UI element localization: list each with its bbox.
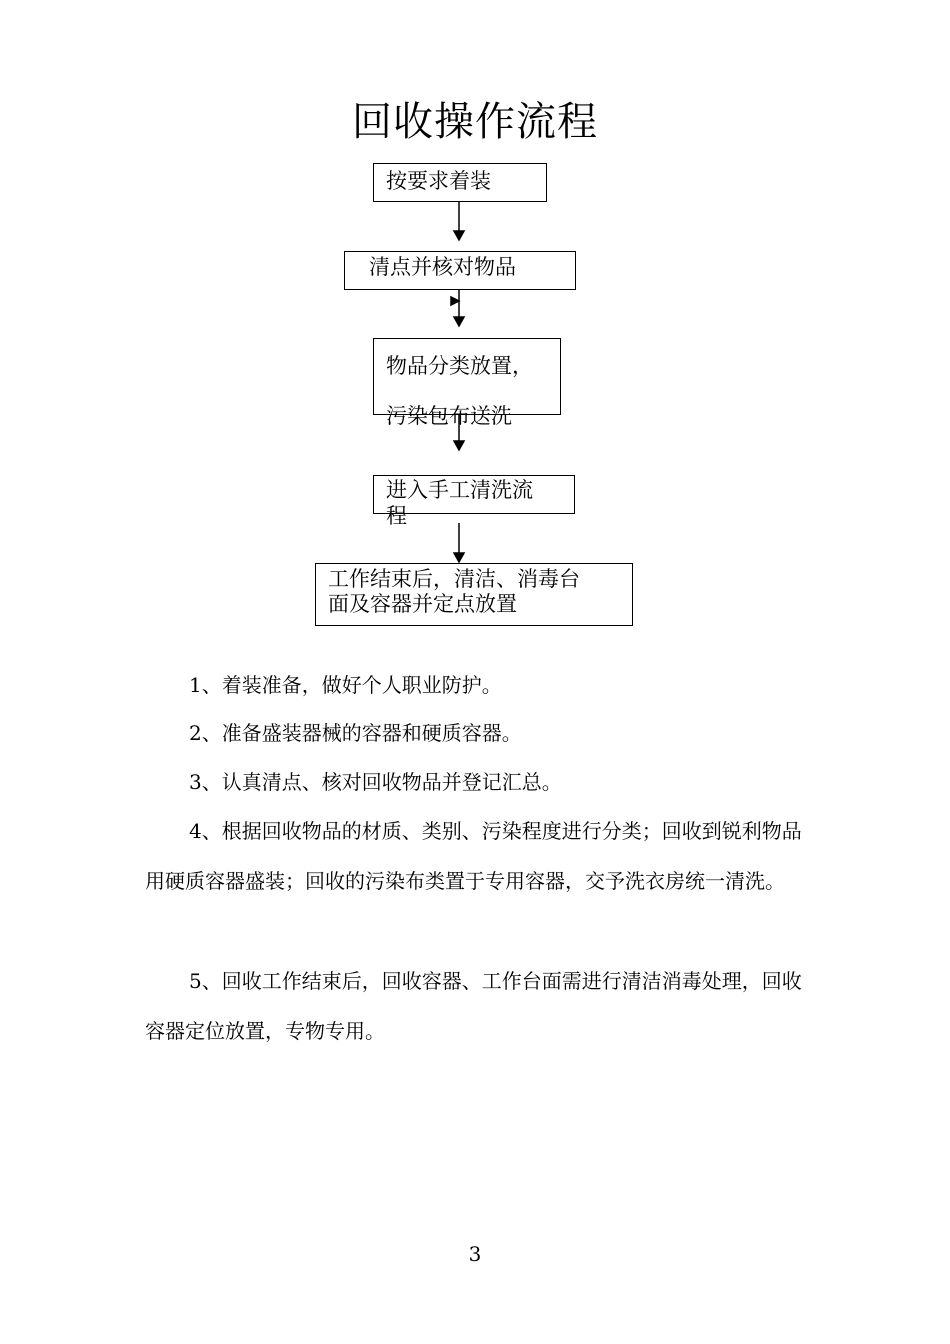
flow-step-5 <box>315 563 633 626</box>
flow-step-5-line1: 工作结束后，清洁、消毒台 <box>328 567 580 591</box>
flow-step-2 <box>344 251 576 290</box>
paragraph-4: 4、根据回收物品的材质、类别、污染程度进行分类；回收到锐利物品用硬质容器盛装；回收的污染布类置于专用容器，交予洗衣房统一清洗。 <box>145 819 802 893</box>
arrowhead-1 <box>454 231 464 240</box>
paragraph-5: 5、回收工作结束后，回收容器、工作台面需进行清洁消毒处理，回收容器定位放置，专物专用。 <box>145 969 802 1043</box>
flow-step-4-line2: 程 <box>386 504 407 528</box>
arrowhead-4 <box>454 553 464 562</box>
arrowhead-3 <box>454 441 464 450</box>
flow-step-4-line1: 进入手工清洗流 <box>386 478 533 502</box>
flow-step-5-line2: 面及容器并定点放置 <box>328 592 517 616</box>
arrow-2-marker <box>451 297 459 305</box>
flow-step-4 <box>373 475 575 528</box>
flow-step-3-line2: 污染包布送洗 <box>386 404 512 428</box>
paragraph-3: 3、认真清点、核对回收物品并登记汇总。 <box>189 770 562 794</box>
page-title: 回收操作流程 <box>352 99 598 145</box>
flow-step-3-line1: 物品分类放置， <box>386 354 533 378</box>
flow-step-2-text: 清点并核对物品 <box>369 255 516 279</box>
arrowhead-2 <box>454 317 464 326</box>
paragraph-2: 2、准备盛装器械的容器和硬质容器。 <box>189 721 522 745</box>
paragraph-1: 1、着装准备，做好个人职业防护。 <box>189 673 502 697</box>
flow-step-1 <box>373 163 547 202</box>
page-number: 3 <box>468 1242 482 1266</box>
flow-step-1-text: 按要求着装 <box>386 169 491 193</box>
flow-step-3 <box>373 338 561 428</box>
